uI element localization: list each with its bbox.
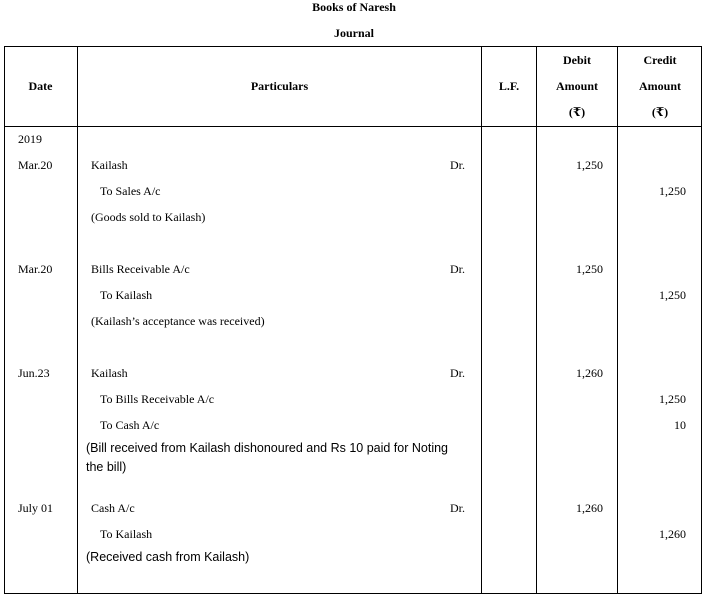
debit-amount: 1,260 [576, 501, 603, 515]
credit-amount: 1,250 [659, 392, 686, 406]
header-lf: L.F. [498, 79, 520, 93]
header-credit-line2: Amount [638, 79, 681, 93]
debit-account: Cash A/c [91, 501, 135, 515]
year-label: 2019 [18, 132, 42, 146]
header-debit-line1: Debit [563, 53, 591, 67]
header-credit-line1: Credit [643, 53, 677, 67]
dr-label: Dr. [450, 501, 465, 515]
header-debit-line2: Amount [555, 79, 598, 93]
credit-amount: 1,250 [659, 184, 686, 198]
credit-amount: 1,250 [659, 288, 686, 302]
debit-account: Bills Receivable A/c [91, 262, 190, 276]
debit-amount: 1,250 [576, 158, 603, 172]
header-date: Date [28, 79, 53, 93]
dr-label: Dr. [450, 262, 465, 276]
debit-account: Kailash [91, 366, 128, 380]
entry-date: Mar.20 [18, 262, 53, 276]
credit-account: To Kailash [100, 527, 153, 541]
debit-amount: 1,260 [576, 366, 603, 380]
journal-title: Journal [333, 26, 374, 40]
credit-amount: 1,260 [659, 527, 686, 541]
credit-account: To Kailash [100, 288, 153, 302]
narration: (Received cash from Kailash) [86, 550, 250, 564]
dr-label: Dr. [450, 366, 465, 380]
column-divider [617, 46, 618, 594]
entry-date: Jun.23 [18, 366, 50, 380]
narration: (Kailash’s acceptance was received) [91, 314, 265, 328]
book-title: Books of Naresh [312, 0, 396, 14]
debit-amount: 1,250 [576, 262, 603, 276]
narration: (Goods sold to Kailash) [91, 210, 206, 224]
header-particulars: Particulars [250, 79, 309, 93]
narration: (Bill received from Kailash dishonoured and Rs 10 paid for Noting the bill) [86, 441, 448, 474]
entry-date: Mar.20 [18, 158, 53, 172]
credit-account: To Cash A/c [100, 418, 160, 432]
column-divider [481, 46, 482, 594]
column-divider [77, 46, 78, 594]
header-debit-line3: (₹) [568, 105, 586, 119]
credit-account: To Bills Receivable A/c [100, 392, 215, 406]
credit-account: To Sales A/c [100, 184, 161, 198]
debit-account: Kailash [91, 158, 128, 172]
header-divider [4, 126, 702, 127]
dr-label: Dr. [450, 158, 465, 172]
entry-date: July 01 [18, 501, 54, 515]
credit-amount: 10 [674, 418, 686, 432]
header-credit-line3: (₹) [651, 105, 669, 119]
